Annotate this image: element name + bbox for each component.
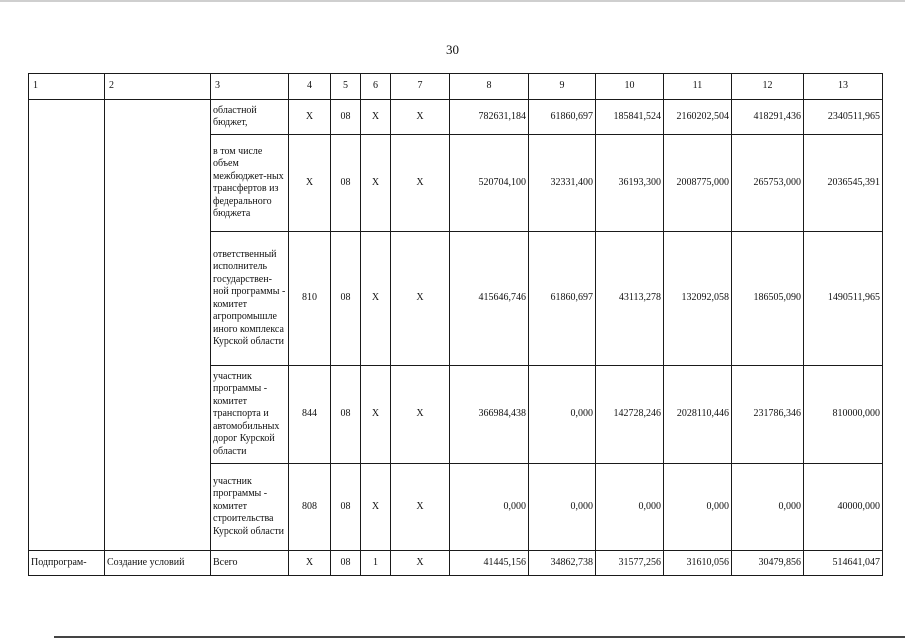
value-cell: 36193,300 [596,135,664,232]
row-label: Всего [211,551,289,576]
value-cell: 61860,697 [529,232,596,366]
value-cell: 520704,100 [450,135,529,232]
merged-empty-cell [29,100,105,551]
value-cell: 132092,058 [664,232,732,366]
code-cell: 844 [289,366,331,464]
header-cell: 12 [732,74,804,100]
header-cell: 2 [105,74,211,100]
value-cell: 782631,184 [450,100,529,135]
top-edge-rule [0,0,905,2]
value-cell: 2036545,391 [804,135,883,232]
code-cell: X [391,100,450,135]
code-cell: 08 [331,464,361,551]
value-cell: 41445,156 [450,551,529,576]
header-cell: 1 [29,74,105,100]
code-cell: X [361,232,391,366]
code-cell: X [361,464,391,551]
code-cell: 08 [331,366,361,464]
value-cell: 514641,047 [804,551,883,576]
row-label: участник программы - комитет строительства Курской области [211,464,289,551]
value-cell: 0,000 [529,366,596,464]
budget-table [28,73,883,576]
value-cell: 810000,000 [804,366,883,464]
header-cell: 8 [450,74,529,100]
value-cell: 2028110,446 [664,366,732,464]
code-cell: X [289,135,331,232]
code-cell: 808 [289,464,331,551]
value-cell: 2340511,965 [804,100,883,135]
header-cell: 13 [804,74,883,100]
subprogram-name: Создание условий [105,551,211,576]
row-label: в том числе объем межбюджет-ных трансфертов из федерального бюджета [211,135,289,232]
code-cell: X [391,232,450,366]
value-cell: 418291,436 [732,100,804,135]
header-cell: 10 [596,74,664,100]
subprogram-label: Подпрограм- [29,551,105,576]
value-cell: 2160202,504 [664,100,732,135]
code-cell: 08 [331,100,361,135]
page-number: 30 [446,42,459,57]
header-cell: 11 [664,74,732,100]
value-cell: 31577,256 [596,551,664,576]
header-cell: 9 [529,74,596,100]
code-cell: X [391,135,450,232]
value-cell: 231786,346 [732,366,804,464]
table-row [29,100,883,135]
row-label: ответственный исполнитель государствен-ной программы - комитет агропромышле иного комплекса Курской области [211,232,289,366]
code-cell: X [289,551,331,576]
value-cell: 415646,746 [450,232,529,366]
value-cell: 1490511,965 [804,232,883,366]
header-row [29,74,883,100]
code-cell: X [361,135,391,232]
value-cell: 40000,000 [804,464,883,551]
table-row-subprogram [29,551,883,576]
code-cell: 08 [331,135,361,232]
row-label: областной бюджет, [211,100,289,135]
value-cell: 0,000 [529,464,596,551]
code-cell: 08 [331,232,361,366]
code-cell: X [289,100,331,135]
header-cell: 4 [289,74,331,100]
value-cell: 2008775,000 [664,135,732,232]
header-cell: 5 [331,74,361,100]
header-cell: 3 [211,74,289,100]
value-cell: 0,000 [596,464,664,551]
code-cell: X [391,551,450,576]
value-cell: 31610,056 [664,551,732,576]
code-cell: 08 [331,551,361,576]
merged-empty-cell [105,100,211,551]
value-cell: 186505,090 [732,232,804,366]
value-cell: 61860,697 [529,100,596,135]
header-cell: 6 [361,74,391,100]
code-cell: X [391,464,450,551]
code-cell: 1 [361,551,391,576]
value-cell: 142728,246 [596,366,664,464]
value-cell: 43113,278 [596,232,664,366]
value-cell: 0,000 [732,464,804,551]
value-cell: 366984,438 [450,366,529,464]
code-cell: X [361,366,391,464]
value-cell: 0,000 [450,464,529,551]
value-cell: 34862,738 [529,551,596,576]
code-cell: 810 [289,232,331,366]
code-cell: X [391,366,450,464]
value-cell: 185841,524 [596,100,664,135]
code-cell: X [361,100,391,135]
value-cell: 30479,856 [732,551,804,576]
value-cell: 265753,000 [732,135,804,232]
bottom-edge-rule [54,636,905,638]
value-cell: 32331,400 [529,135,596,232]
header-cell: 7 [391,74,450,100]
value-cell: 0,000 [664,464,732,551]
row-label: участник программы - комитет транспорта и автомобильных дорог Курской области [211,366,289,464]
